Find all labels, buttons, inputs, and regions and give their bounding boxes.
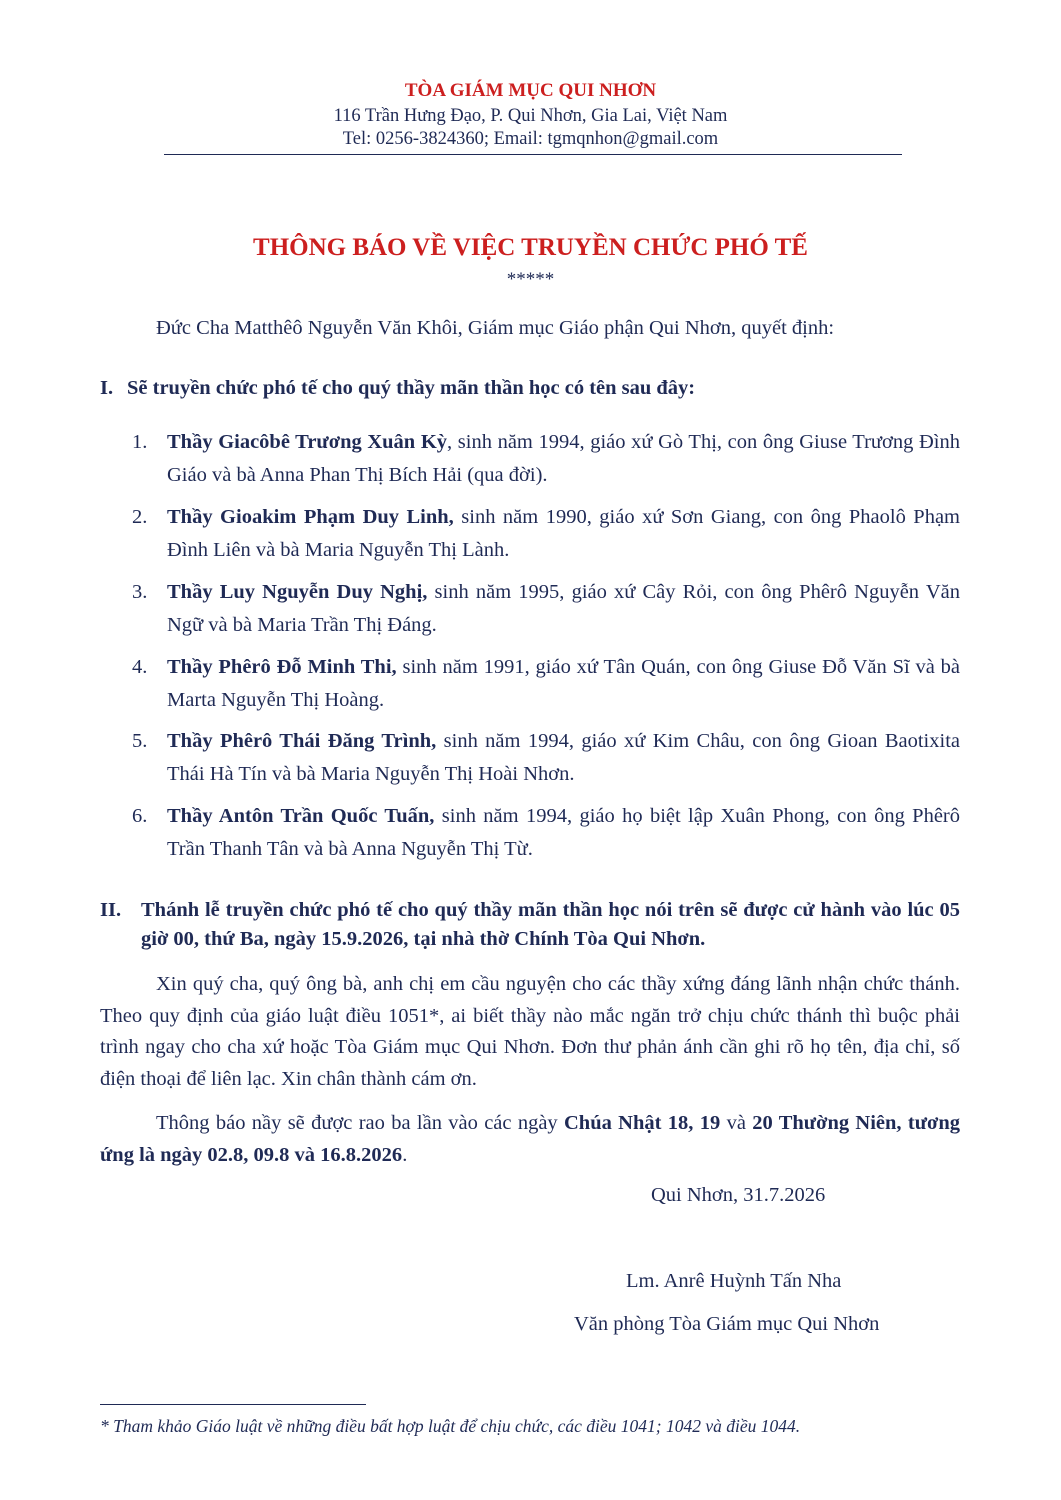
signatory-office: Văn phòng Tòa Giám mục Qui Nhơn bbox=[574, 1313, 880, 1335]
title-separator: ***** bbox=[506, 269, 555, 290]
section-2-heading bbox=[100, 896, 960, 954]
list-item-name: Thầy Giacôbê Trương Xuân Kỳ bbox=[167, 431, 448, 453]
list-item-number: 4. bbox=[132, 656, 148, 678]
organization-name: TÒA GIÁM MỤC QUI NHƠN bbox=[404, 80, 657, 101]
footnote-divider bbox=[100, 1404, 366, 1405]
list-item-name: Thầy Phêrô Đỗ Minh Thi, bbox=[167, 656, 397, 678]
list-item-details: sinh năm 1994, giáo họ biệt lập Xuân Phong, con ông Phêrô Trần Thanh Tân và bà Anna Nguyễn Thị Từ. bbox=[167, 805, 961, 860]
prayer-paragraph: Xin quý cha, quý ông bà, anh chị em cầu nguyện cho các thầy xứng đáng lãnh nhận chức thánh. Theo quy định của giáo luật điều 1051*, ai biết thầy nào mắc ngăn trở chịu chức thánh thì buộc phải trình ngay cho cha xứ hoặc Tòa Giám mục Qui Nhơn. Đơn thư phản ánh cần ghi rõ họ tên, địa chỉ, số điện thoại để liên lạc. Xin chân thành cám ơn. bbox=[100, 973, 960, 1090]
list-item-name: Thầy Antôn Trần Quốc Tuấn, bbox=[167, 805, 435, 827]
section-1-number: I. bbox=[100, 377, 114, 399]
section-2-title: Thánh lễ truyền chức phó tế cho quý thầy mãn thần học nói trên sẽ được cử hành vào lúc 05 giờ 00, thứ Ba, ngày 15.9.2026, tại nhà thờ Chính Tòa Qui Nhơn. bbox=[141, 899, 960, 950]
list-item-number: 3. bbox=[132, 581, 148, 603]
section-2-number: II. bbox=[100, 899, 122, 921]
list-item-name: Thầy Gioakim Phạm Duy Linh, bbox=[167, 506, 454, 528]
list-item-details: sinh năm 1995, giáo xứ Cây Rỏi, con ông Phêrô Nguyễn Văn Ngữ và bà Maria Trần Thị Đáng. bbox=[167, 581, 960, 636]
announcement-text-3: . bbox=[402, 1143, 408, 1166]
list-item-name: Thầy Phêrô Thái Đăng Trình, bbox=[167, 730, 437, 752]
list-item bbox=[132, 651, 960, 717]
date-line: Qui Nhơn, 31.7.2026 bbox=[651, 1184, 826, 1206]
list-item-name: Thầy Luy Nguyễn Duy Nghị, bbox=[167, 581, 428, 603]
list-item-number: 2. bbox=[132, 506, 148, 528]
list-item-number: 6. bbox=[132, 805, 148, 827]
list-item bbox=[132, 501, 960, 567]
announcement-bold-1: Chúa Nhật 18, 19 bbox=[564, 1112, 721, 1134]
list-item-details: sinh năm 1990, giáo xứ Sơn Giang, con ông Phaolô Phạm Đình Liên và bà Maria Nguyễn Thị Lành. bbox=[167, 506, 960, 561]
section-1-title: Sẽ truyền chức phó tế cho quý thầy mãn thần học có tên sau đây: bbox=[127, 377, 696, 399]
section-1-heading bbox=[100, 377, 695, 400]
announcement-bold-2: 20 Thường Niên, tương ứng là ngày 02.8, 09.8 và 16.8.2026 bbox=[100, 1112, 961, 1166]
list-item bbox=[132, 725, 960, 791]
list-item-details: sinh năm 1994, giáo xứ Kim Châu, con ông Gioan Baotixita Thái Hà Tín và bà Maria Nguyễn Thị Hoài Nhơn. bbox=[167, 730, 960, 785]
announcement-text-1: Thông báo nầy sẽ được rao ba lần vào các ngày bbox=[156, 1112, 564, 1134]
list-item bbox=[132, 576, 960, 642]
announcement-paragraph bbox=[100, 1108, 960, 1171]
document-title: THÔNG BÁO VỀ VIỆC TRUYỀN CHỨC PHÓ TẾ bbox=[253, 234, 808, 261]
list-item-details: , sinh năm 1994, giáo xứ Gò Thị, con ông Giuse Trương Đình Giáo và bà Anna Phan Thị Bích Hải (qua đời). bbox=[167, 431, 960, 486]
list-item-number: 5. bbox=[132, 730, 148, 752]
header-divider bbox=[164, 154, 902, 155]
intro-paragraph: Đức Cha Matthêô Nguyễn Văn Khôi, Giám mục Giáo phận Qui Nhơn, quyết định: bbox=[156, 317, 835, 339]
signatory-name: Lm. Anrê Huỳnh Tấn Nha bbox=[626, 1270, 842, 1292]
organization-contact: Tel: 0256-3824360; Email: tgmqnhon@gmail.com bbox=[342, 129, 719, 149]
list-item-details: sinh năm 1991, giáo xứ Tân Quán, con ông Giuse Đỗ Văn Sĩ và bà Marta Nguyễn Thị Hoàng. bbox=[167, 656, 961, 711]
list-item-number: 1. bbox=[132, 431, 148, 453]
announcement-text-2: và bbox=[720, 1112, 753, 1134]
organization-address: 116 Trần Hưng Đạo, P. Qui Nhơn, Gia Lai, Việt Nam bbox=[333, 106, 728, 126]
list-item bbox=[132, 800, 960, 866]
footnote: * Tham khảo Giáo luật về những điều bất hợp luật để chịu chức, các điều 1041; 1042 và điều 1044. bbox=[100, 1416, 801, 1436]
list-item bbox=[132, 426, 960, 492]
